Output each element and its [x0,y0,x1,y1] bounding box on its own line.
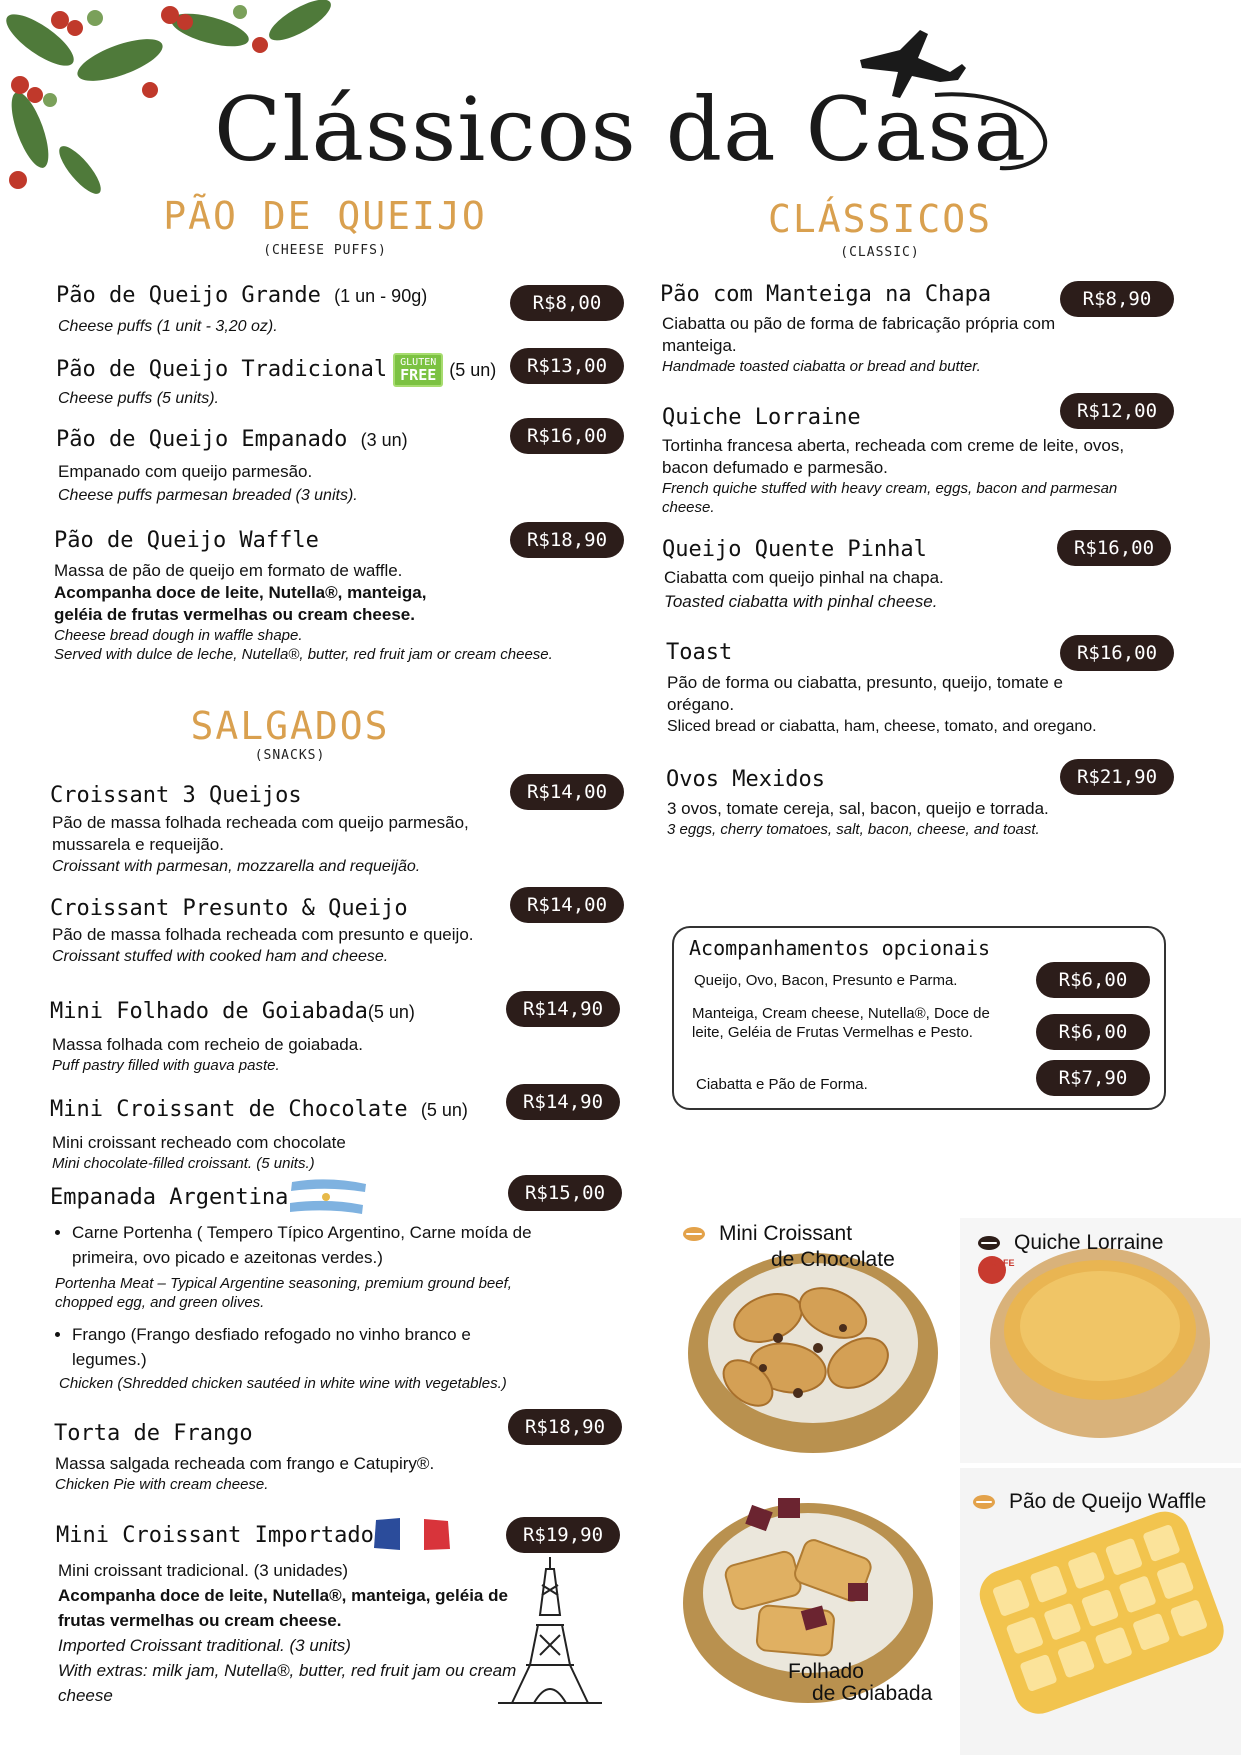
menu-item-desc-pt: 3 ovos, tomate cereja, sal, bacon, queijo e torrada. [667,799,1049,818]
page-title: Clássicos da Casa [214,78,1027,181]
price-badge: R$13,00 [510,348,624,384]
menu-item-name: Pão de Queijo Tradicional GLUTEN FREE (5 un) [56,353,496,387]
argentina-flag-icon [288,1178,370,1216]
menu-item-name: Pão de Queijo Waffle [54,528,319,553]
menu-item-desc-en: Served with dulce de leche, Nutella®, butter, red fruit jam or cream cheese. [54,646,553,663]
menu-item-extras: Acompanha doce de leite, Nutella®, manteiga, [54,583,427,602]
price-badge: R$14,00 [510,774,624,810]
menu-item-desc-en: Imported Croissant traditional. (3 units) [58,1636,351,1655]
section-title-salgados: SALGADOS [190,704,390,748]
menu-item-name: Mini Croissant de Chocolate (5 un) [50,1097,468,1122]
menu-item-desc-en: Cheese puffs (1 unit - 3,20 oz). [58,318,278,335]
price-badge: R$14,90 [506,991,620,1027]
photo-label: de Chocolate [771,1248,895,1271]
menu-item-name: Pão de Queijo Empanado (3 un) [56,427,408,452]
menu-item-desc-en: Chicken Pie with cream cheese. [55,1476,269,1493]
menu-item-desc [55,1453,525,1494]
menu-item-desc [667,798,1127,839]
photo-label: Mini Croissant [683,1222,852,1246]
section-subtitle-pao-de-queijo: (CHEESE PUFFS) [263,243,387,258]
menu-item-name: Quiche Lorraine [662,405,861,430]
menu-item-desc-en: Croissant stuffed with cooked ham and cheese. [52,948,389,965]
menu-item-desc-pt: Ciabatta com queijo pinhal na chapa. [664,568,944,587]
menu-item-desc [662,435,1132,517]
menu-item-name: Croissant 3 Queijos [50,783,302,808]
menu-item-desc [52,924,552,967]
price-badge: R$18,90 [510,522,624,558]
menu-item-desc-en: 3 eggs, cherry tomatoes, salt, bacon, cheese, and toast. [667,821,1040,838]
menu-item-desc [664,567,1124,615]
menu-item-desc-en: French quiche stuffed with heavy cream, eggs, bacon and parmesan cheese. [662,480,1118,516]
menu-item-desc [50,1220,550,1393]
menu-item-desc-pt: Mini croissant recheado com chocolate [52,1133,346,1152]
menu-item-name: Ovos Mexidos [666,767,825,792]
photo-label: Quiche Lorraine [978,1231,1163,1255]
price-badge: R$6,00 [1036,962,1150,998]
menu-item-name: Pão com Manteiga na Chapa [660,282,992,307]
section-title-classicos: CLÁSSICOS [768,197,992,241]
menu-item-desc-pt: Empanado com queijo parmesão. [58,462,313,481]
coffee-bean-icon [683,1227,705,1241]
menu-item-extras: Acompanha doce de leite, Nutella®, manteiga, geléia de frutas vermelhas ou cream cheese. [58,1586,508,1630]
section-subtitle-classicos: (CLASSIC) [840,245,920,260]
filling-list [50,1220,550,1270]
price-badge: R$15,00 [508,1175,622,1211]
menu-item-name: Torta de Frango [54,1421,253,1446]
price-badge: R$16,00 [1060,635,1174,671]
section-title-pao-de-queijo: PÃO DE QUEIJO [163,194,487,238]
price-badge: R$14,90 [506,1084,620,1120]
menu-item-desc-pt: Ciabatta ou pão de forma de fabricação própria com manteiga. [662,314,1056,355]
menu-item-desc-en: Handmade toasted ciabatta or bread and butter. [662,358,981,375]
menu-item-name: Mini Folhado de Goiabada(5 un) [50,999,415,1024]
menu-item-name: Queijo Quente Pinhal [662,537,927,562]
price-badge: R$8,90 [1060,281,1174,317]
airplane-icon [840,20,1060,180]
menu-item-desc-en: Cheese puffs parmesan breaded (3 units). [58,487,358,504]
menu-item-desc [662,313,1072,376]
menu-item-desc [52,812,522,877]
menu-item-desc-pt: Massa folhada com recheio de goiabada. [52,1035,363,1054]
menu-item-desc-en: Mini chocolate-filled croissant. (5 units.) [52,1155,315,1172]
list-item: • Frango (Frango desfiado refogado no vinho branco e legumes.) [72,1322,550,1372]
menu-item-desc [52,1132,522,1173]
optional-sides-title: Acompanhamentos opcionais [689,936,991,960]
price-badge: R$8,00 [510,285,624,321]
price-badge: R$16,00 [510,418,624,454]
menu-item-desc [54,560,554,664]
optional-sides-box [672,926,1166,1110]
menu-item-desc-en: Puff pastry filled with guava paste. [52,1057,280,1074]
menu-item-desc-en: With extras: milk jam, Nutella®, butter, red fruit jam ou cream cheese [58,1661,517,1705]
photo-label: Pão de Queijo Waffle [973,1490,1206,1514]
section-subtitle-salgados: (SNACKS) [254,748,326,763]
list-item: • Carne Portenha ( Tempero Típico Argentino, Carne moída de primeira, ovo picado e azeitonas verdes.) [72,1220,550,1270]
menu-item-name: Croissant Presunto & Queijo [50,896,408,921]
price-badge: R$19,90 [506,1517,620,1553]
price-badge: R$12,00 [1060,393,1174,429]
menu-item-extras: geléia de frutas vermelhas ou cream cheese. [54,605,415,624]
menu-item-desc-pt: Tortinha francesa aberta, recheada com creme de leite, ovos, bacon defumado e parmesão. [662,436,1125,477]
menu-item-desc-en: Chicken (Shredded chicken sautéed in white wine with vegetables.) [59,1375,507,1392]
menu-item-name: Empanada Argentina [50,1185,289,1210]
menu-item-desc [52,1034,522,1075]
price-badge: R$14,00 [510,887,624,923]
coffee-bean-icon [978,1236,1000,1250]
optional-side-row-text: Ciabatta e Pão de Forma. [696,1076,868,1093]
price-badge: R$6,00 [1036,1014,1150,1050]
price-badge: R$21,90 [1060,759,1174,795]
price-badge: R$18,90 [508,1409,622,1445]
optional-side-row-text: Queijo, Ovo, Bacon, Presunto e Parma. [694,972,958,989]
optional-side-row-text: Manteiga, Cream cheese, Nutella®, Doce de leite, Geléia de Frutas Vermelhas e Pesto. [692,1005,990,1041]
menu-item-name: Mini Croissant Importado [56,1523,374,1548]
cafe-logo-text: CAFE [990,1258,1015,1268]
filling-list [50,1322,550,1372]
price-badge: R$7,90 [1036,1060,1150,1096]
menu-item-name: Toast [666,640,733,665]
menu-item-desc [667,672,1117,738]
menu-item-desc-pt: Pão de massa folhada recheada com queijo parmesão, mussarela e requeijão. [52,813,469,854]
menu-item-desc-en: Toasted ciabatta with pinhal cheese. [664,592,938,611]
eiffel-tower-illustration [490,1555,610,1705]
photo-label: Folhado [788,1660,864,1683]
coffee-bean-icon [973,1495,995,1509]
menu-item-desc [58,1558,528,1708]
menu-item-desc-pt: Massa de pão de queijo em formato de waffle. [54,561,403,580]
photo-label: de Goiabada [812,1682,933,1705]
price-badge: R$16,00 [1057,530,1171,566]
menu-item-desc-pt: Mini croissant tradicional. (3 unidades) [58,1561,349,1580]
menu-item-name: Pão de Queijo Grande (1 un - 90g) [56,283,428,308]
menu-item-desc-en: Sliced bread or ciabatta, ham, cheese, tomato, and oregano. [667,718,1097,735]
menu-item-desc-pt: Pão de massa folhada recheada com presunto e queijo. [52,925,474,944]
menu-item-desc-pt: Massa salgada recheada com frango e Catupiry®. [55,1454,435,1473]
menu-item-desc-pt: Pão de forma ou ciabatta, presunto, queijo, tomate e orégano. [667,673,1063,714]
menu-item-desc-en: Portenha Meat – Typical Argentine seasoning, premium ground beef, chopped egg, and green olives. [55,1275,512,1311]
menu-item-desc-en: Croissant with parmesan, mozzarella and requeijão. [52,858,421,875]
gluten-free-badge: GLUTEN FREE [393,353,443,387]
france-flag-icon [372,1514,452,1554]
menu-item-desc-en: Cheese bread dough in waffle shape. [54,627,303,644]
menu-item-desc-en: Cheese puffs (5 units). [58,390,219,407]
